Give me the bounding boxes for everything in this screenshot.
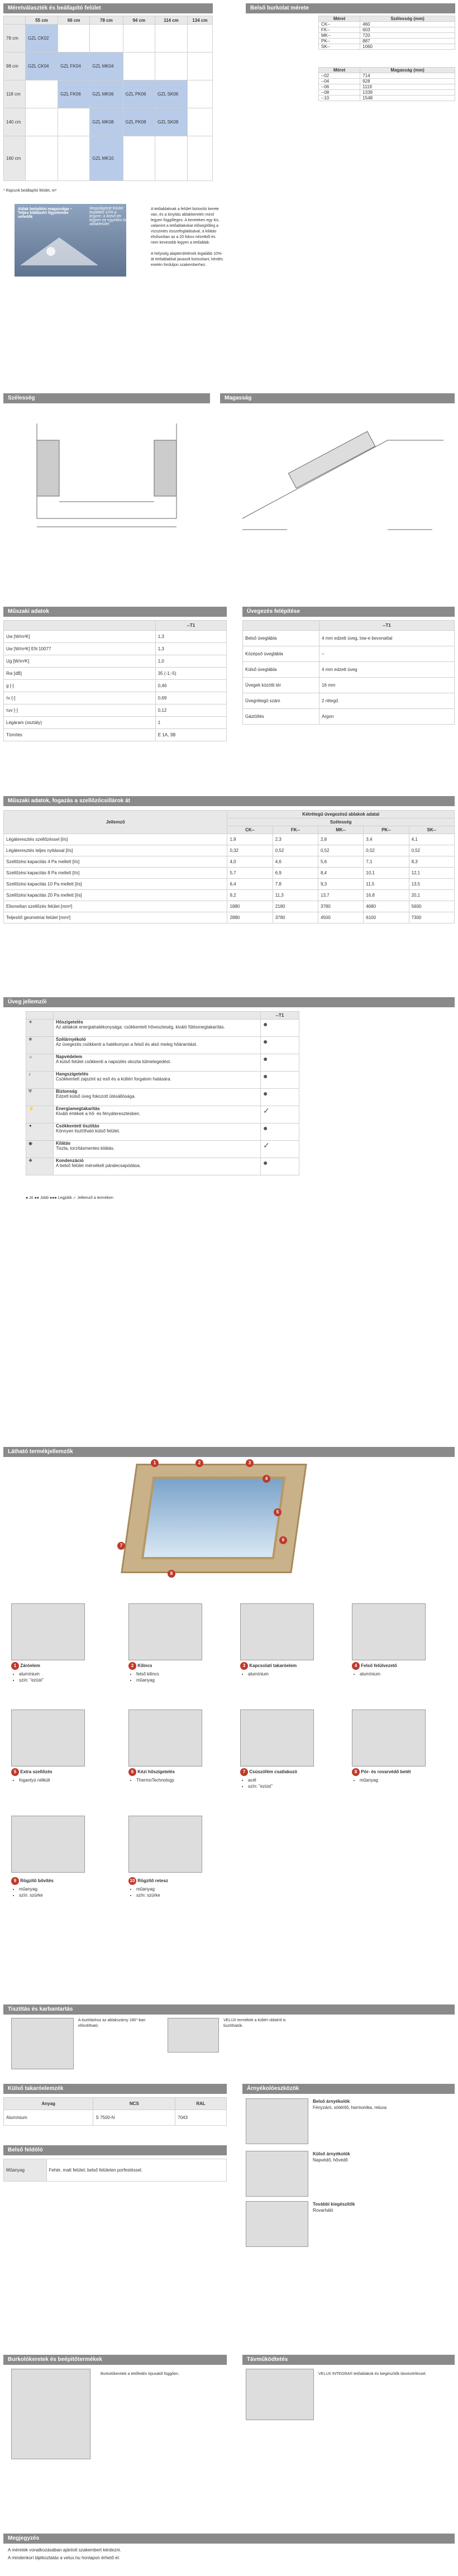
product-item-title: Felső felülvezető [361,1663,397,1668]
feature-desc: Kiváló értékek a hő- és fényáteresztésben. [56,1111,141,1116]
size-cell: GZL FK06 [58,80,90,108]
table-cell: MK-- [319,33,360,39]
product-photo [11,1603,85,1660]
size-row-header: 160 cm [4,136,26,181]
size-cell: GZL MK10 [90,136,123,181]
table-cell: 3,4 [364,834,409,845]
table-cell: Középső üveglábla [243,646,319,662]
product-photo [352,1603,426,1660]
product-item: 3 Kapcsolati takaróelem • alumínium [240,1662,341,1677]
table-cell: 3780 [318,901,364,912]
feature-mark: ✓ [261,1141,299,1158]
feature-name: Hőszigetelés [56,1020,83,1025]
table-cell: 1548 [360,96,455,101]
section-header-sizes: Méretválaszték és beállapító felület [3,3,213,13]
table-cell: Teljesítő geometriai felület [mm²] [4,912,227,923]
table-header: Szélesség (mm) [360,16,455,22]
table-cell: 4 mm edzett üveg [319,662,455,678]
table-header: Szélesség [227,818,455,826]
table-cell: S 7500-N [93,2110,175,2126]
size-cell: GZL CK04 [26,53,58,80]
table-cell: Belső üveglábla [243,631,319,646]
size-cell: GZL MK06 [90,80,123,108]
table-cell: 720 [360,33,455,39]
feature-name: Szélárnyékoló [56,1037,86,1042]
table-cell: Alumínium [4,2110,93,2126]
callout-6: 6 [279,1536,287,1544]
feature-mark: ● [261,1072,299,1089]
size-col-header: 78 cm [90,16,123,25]
table-cell: Légáteresztés szellőzéssel [l/s] [4,834,227,845]
section-header-remote: Távműködtetés [242,2355,455,2365]
table-cell: 20,1 [409,890,454,901]
shading-photo [246,2151,308,2197]
product-photo [128,1816,202,1873]
table-cell: Légáteresztés teljes nyitással [l/s] [4,845,227,856]
table-cell: 5600 [409,901,454,912]
table-cell: Szellőzési kapacitás 8 Pa mellett [l/s] [4,868,227,879]
table-cell: 3780 [273,912,318,923]
product-item-line: • alumínium [248,1671,341,1677]
section-header-clean: Tisztítás és karbantartás [3,2004,455,2015]
product-item-line: • műanyag [136,1886,229,1892]
product-item-title: Rögzítő retesz [137,1878,168,1883]
size-cell: GZL CK02 [26,25,58,53]
table-cell: --08 [319,90,360,96]
glass-table [242,620,455,725]
table-cell: τv [-] [4,692,156,704]
clean-text: A tisztításhoz az ablakszárny 180°-ban elfordítható. [78,2018,146,2028]
product-item-line: • felső kilincs [136,1671,229,1677]
note-text: A méretek vonatkozásában ajánlott szakembert kérdezni. [8,2548,121,2553]
exterior-table [318,16,455,50]
product-photo [11,1710,85,1766]
tech-table [3,620,227,741]
shading-desc: Fényzáró, sötétítő, harmonika, reluxa [313,2105,387,2110]
section-header-features: Üveg jellemzői [3,997,455,1007]
table-header: RAL [175,2098,227,2110]
product-item: 5 Extra szellőzés • fogantyú nélküli [11,1768,112,1783]
product-item-line: • alumínium [360,1671,452,1677]
table-cell: 4 mm edzett üveg, low-e bevonattal [319,631,455,646]
joint-text: Burkolókeretek a tetőfedés típusától függően. [101,2372,179,2376]
product-item: 10 Rögzítő retesz • műanyag • szín: szürke [128,1877,229,1898]
table-header: Méret [319,68,360,73]
table-cell: 6100 [364,912,409,923]
feature-icon: ⚡ [26,1106,54,1123]
callout-7: 7 [117,1542,125,1550]
shading-item [313,2201,452,2213]
product-item-line: • alumínium [19,1671,112,1677]
product-photo [128,1603,202,1660]
table-cell: 0,69 [155,692,226,704]
table-cell: Külső üveglábla [243,662,319,678]
table-cell: 0,32 [227,845,273,856]
table-header: --T1 [261,1012,299,1020]
table-cell: 1060 [360,44,455,50]
table-cell: 1,0 [155,655,226,668]
table-header: Anyag [4,2098,93,2110]
table-cell: 11,5 [364,879,409,890]
size-cell: GZL SK08 [155,108,188,136]
table-cell: g [-] [4,680,156,692]
feature-mark: ● [261,1123,299,1141]
body-paragraph: A tetőablaknak a felület biztosító kerete van, és a kinyitás ablakkeretén mind legyen függőleges. A kereteken egy kis, valamint a tetőablakokat elősegítőleg a vízszintes összefoglalásával, a kilátás elsősorban az a 20 fokos nézetből és nem kevesebb legyen a tetőablak. [151,207,220,245]
remote-text: VELUX INTEGRA® tetőablakok és kiegészítők távvezérléssel. [318,2372,427,2376]
table-header: Jellemző [4,811,227,834]
table-cell: 2880 [227,912,273,923]
size-row-header: 78 cm [4,25,26,53]
table-header: FK-- [273,826,318,834]
table-cell: 12,1 [409,868,454,879]
window-illustration [121,1464,307,1573]
product-photo [352,1710,426,1766]
size-col-header: 134 cm [187,16,212,25]
table-cell: 7043 [175,2110,227,2126]
section-header-width: Szélesség [3,393,210,403]
table-cell: 887 [360,39,455,44]
shading-photo [246,2201,308,2247]
table-header: PK-- [364,826,409,834]
table-cell: 6,4 [227,879,273,890]
table-cell: Elismeltan szellőzés felület [mm²] [4,901,227,912]
table-cell: 0,52 [409,845,454,856]
section-header-delivery: Külső takaróelemzék [3,2084,227,2094]
table-cell: 7,8 [273,879,318,890]
size-legend: * Rajzunk beállapító felület, m² [3,189,56,193]
table-cell: Gáztöltés [243,709,319,725]
shading-desc: Rovarháló [313,2208,333,2213]
size-cell: GZL FK04 [58,53,90,80]
size-row-header: 140 cm [4,108,26,136]
clean-photo [168,2018,219,2053]
table-header: MK-- [318,826,364,834]
size-col-header: 94 cm [123,16,155,25]
table-header: --T1 [155,621,226,631]
product-item-title: Kézi hőszigetelés [137,1769,175,1774]
delivery-table [3,2097,227,2126]
section-header-vent: Műszaki adatok, fogazás a szellőzőcsillárok át [3,796,455,806]
table-cell: 10,1 [364,868,409,879]
product-item-title: Pór- és rovarvédő betét [361,1769,411,1774]
table-cell: 11,3 [273,890,318,901]
feature-name: Energiamegtakarítás [56,1106,100,1111]
table-cell: 928 [360,79,455,84]
feature-mark: ● [261,1089,299,1106]
size-cell: GZL PK06 [123,80,155,108]
table-cell: 8,3 [409,856,454,868]
product-photo [240,1603,314,1660]
callout-8: 8 [168,1570,175,1578]
table-cell: 4,6 [273,856,318,868]
product-item-title: Kapcsolati takaróelem [249,1663,297,1668]
table-cell: 8,4 [318,868,364,879]
table-cell: – [319,646,455,662]
feature-name: Napvédelem [56,1054,83,1059]
table-cell: --10 [319,96,360,101]
shading-label: Külső árnyékolók [313,2151,350,2156]
table-cell: SK-- [319,44,360,50]
table-cell: Műanyag [4,2159,47,2182]
feature-icon: ❖ [26,1158,54,1175]
table-cell: 1880 [227,901,273,912]
section-header-products: Látható termékjellemzők [3,1447,455,1457]
table-cell: 603 [360,27,455,33]
product-item-title: Rögzítő bővítés [20,1878,54,1883]
remote-photo [246,2369,314,2420]
feature-icon: ✦ [26,1123,54,1141]
table-cell: 16,8 [364,890,409,901]
feature-desc: Az ablakok energiahatékonysága: csökkentett hőveszteség, kiváló fűtésmegtakarítás. [56,1025,225,1030]
table-cell: 460 [360,22,455,27]
feature-mark: ● [261,1158,299,1175]
table-header: --T1 [319,621,455,631]
table-cell: CK-- [319,22,360,27]
feature-desc: A külső felület csökkenti a napsütés okozta túlmelegedést. [56,1059,171,1064]
table-cell: PK-- [319,39,360,44]
table-cell: FK-- [319,27,360,33]
note-box-text: Ablak beépítési magassága – Teljes kilátásért figyelembe vehetők [18,207,73,219]
table-cell: Fehér, matt felület; belső felületen porfestéssel. [46,2159,226,2182]
callout-5: 5 [274,1508,282,1516]
exterior-table-height [318,67,455,101]
table-header: SK-- [409,826,454,834]
feature-icon: ♪ [26,1072,54,1089]
table-cell: 2,8 [318,834,364,845]
feature-name: Csökkentett tisztítás [56,1123,99,1129]
size-col-header: 66 cm [58,16,90,25]
product-photo [128,1710,202,1766]
height-diagram [220,407,455,563]
width-diagram [3,407,210,546]
table-header: Kétrétegű üvegezésű ablakok adatai [227,811,455,818]
table-header: CK-- [227,826,273,834]
product-item: 7 Csúszófém csatlakozó • acél • szín: "ezüst" [240,1768,341,1789]
feature-icon: ◉ [26,1141,54,1158]
table-cell: 13,7 [318,890,364,901]
table-cell: 7300 [409,912,454,923]
table-cell: Szellőzési kapacitás 4 Pa mellett [l/s] [4,856,227,868]
shading-item [313,2151,452,2163]
feature-mark: ● [261,1020,299,1037]
product-item: 9 Rögzítő bővítés • műanyag • szín: szürke [11,1877,112,1898]
table-cell: 2,3 [273,834,318,845]
size-grid [3,16,213,181]
feature-desc: Könnyen tisztítható külső felület. [56,1129,120,1134]
table-cell: 4500 [318,912,364,923]
table-cell: 9,2 [227,890,273,901]
table-header: Méret [319,16,360,22]
feature-mark: ● [261,1054,299,1072]
feature-mark: ● [261,1037,299,1054]
table-cell: --06 [319,84,360,90]
product-item-line: • acél [248,1777,341,1783]
feature-desc: A belső felület mérsékelt páralecsapódása. [56,1163,141,1168]
table-cell: 1119 [360,84,455,90]
table-cell: 0,46 [155,680,226,692]
product-item: 4 Felső felülvezető • alumínium [352,1662,452,1677]
table-cell: Rw [dB] [4,668,156,680]
product-item: 2 Kilincs • felső kilincs • műanyag [128,1662,229,1683]
shading-item [313,2098,452,2111]
clean-photo [11,2018,74,2069]
product-item-line: • műanyag [136,1677,229,1683]
table-cell: --04 [319,79,360,84]
callout-1: 1 [151,1459,159,1467]
section-header-joint: Burkolókeretek és beépítőtermékek [3,2355,227,2365]
table-cell: --02 [319,73,360,79]
table-cell: 5,6 [318,856,364,868]
product-photo [240,1710,314,1766]
section-header-note: Megjegyzés [3,2534,455,2544]
shading-label: Belső árnyékolók [313,2099,350,2104]
feature-mark: ✓ [261,1106,299,1123]
table-cell: E 1A, 3B [155,729,226,741]
table-cell: Tömítés [4,729,156,741]
table-cell: 5,7 [227,868,273,879]
product-item-title: Extra szellőzés [20,1769,53,1774]
table-cell: 1,3 [155,643,226,655]
features-table [26,1011,299,1175]
size-row-header: 98 cm [4,53,26,80]
section-header-inside: Belső feldóló [3,2145,227,2155]
product-item-line: • műanyag [360,1777,452,1783]
table-cell: 714 [360,73,455,79]
table-cell: 1 [155,717,226,729]
product-item-line: • szín: "ezüst" [19,1677,112,1683]
product-item-line: • műanyag [19,1886,112,1892]
table-cell: Ug [W/m²K] [4,655,156,668]
table-cell: Szellőzési kapacitás 20 Pa mellett [l/s] [4,890,227,901]
table-cell: 4680 [364,901,409,912]
vent-table [3,810,455,923]
feature-desc: Az üvegezés csökkenti a hatékonyan a felső és alsó meleg hőáramlást. [56,1042,198,1047]
feature-name: Hangszigetelés [56,1072,89,1077]
joint-photo [11,2369,90,2459]
size-row-header: 118 cm [4,80,26,108]
feature-name: Biztonság [56,1089,78,1094]
section-header-exterior: Belső burkolat mérete [246,3,455,13]
table-cell: Argon [319,709,455,725]
table-cell: 7,1 [364,856,409,868]
table-cell: 16 mm [319,678,455,693]
table-cell: Üvegrétegű szám [243,693,319,709]
table-cell: 4,1 [409,834,454,845]
product-photo [11,1816,85,1873]
table-header: Magasság (mm) [360,68,455,73]
size-col-header: 55 cm [26,16,58,25]
table-cell: 13,5 [409,879,454,890]
feature-desc: Csökkentett zajszint az eső és a kültéri forgalom hatására. [56,1077,171,1082]
table-cell: 2 rétegű [319,693,455,709]
table-cell: 9,3 [318,879,364,890]
shading-photo [246,2098,308,2144]
product-item-line: • szín: szürke [136,1892,229,1898]
table-cell: 0,12 [155,704,226,717]
body-paragraph-2: A helyiség alapterületének legalább 10%-át tetőablakkal javasolt biztosítani; kérdés esetén forduljon szakemberhez. [151,252,223,267]
product-item-title: Kilincs [137,1663,152,1668]
table-cell: Üvegek közötti tér [243,678,319,693]
table-cell: 1339 [360,90,455,96]
product-item-line: • ThermoTechnology [136,1777,229,1783]
feature-icon: ☀ [26,1020,54,1037]
table-cell: 4,0 [227,856,273,868]
table-cell: 6,9 [273,868,318,879]
product-item-line: • szín: szürke [19,1892,112,1898]
table-cell: Uw [W/m²K] EN 10077 [4,643,156,655]
product-item-line: • fogantyú nélküli [19,1777,112,1783]
product-item-title: Csúszófém csatlakozó [249,1769,298,1774]
section-header-glass: Üvegezés felépítése [242,607,455,617]
table-cell: 1,3 [155,631,226,643]
shading-label: További kiegészítők [313,2202,355,2207]
table-cell: Légáram (osztály) [4,717,156,729]
feature-icon: ☼ [26,1054,54,1072]
side-note: Megvilágított felület legalább 10%-a legyen; a belső tér legyen ne egyetlen kis ablakfelület [89,207,128,226]
note-text-2: A mindenkori tájékoztatás a velux.hu honlapon érhető el. [8,2555,120,2560]
callout-3: 3 [246,1459,254,1467]
feature-desc: Edzett külső üveg fokozott ütésállósága. [56,1094,136,1099]
table-cell: τuv [-] [4,704,156,717]
table-cell: 0,52 [318,845,364,856]
feature-name: Kondenzáció [56,1158,84,1163]
size-cell: GZL MK04 [90,53,123,80]
callout-4: 4 [263,1475,270,1483]
table-cell: 0,52 [273,845,318,856]
product-item: 6 Kézi hőszigetelés • ThermoTechnology [128,1768,229,1783]
inside-table [3,2159,227,2182]
product-item-line: • szín: "ezüst" [248,1783,341,1789]
size-cell: GZL MK08 [90,108,123,136]
features-legend: ● Jó ●● Jobb ●●● Legjobb ✓ Jellemző a terméken [26,1196,113,1200]
feature-desc: Tiszta, torzításmentes kilátás. [56,1146,115,1151]
feature-name: Kilátás [56,1141,71,1146]
callout-2: 2 [195,1459,203,1467]
shading-desc: Napvédő, hővédő [313,2158,348,2163]
product-item-title: Záróelem [20,1663,40,1668]
table-cell: 1,9 [227,834,273,845]
feature-icon: ⛨ [26,1089,54,1106]
table-header: NCS [93,2098,175,2110]
size-cell: GZL PK08 [123,108,155,136]
size-cell: GZL SK06 [155,80,188,108]
table-cell: Uw [W/m²K] [4,631,156,643]
product-item: 8 Pór- és rovarvédő betét • műanyag [352,1768,452,1783]
table-cell: 35 (-1;-5) [155,668,226,680]
clean-text-2: VELUX termékek a kültéri oldalról is tisztíthatók. [223,2018,286,2028]
table-cell: 0,52 [364,845,409,856]
section-header-tech: Műszaki adatok [3,607,227,617]
feature-icon: ❄ [26,1037,54,1054]
table-cell: 2180 [273,901,318,912]
table-cell: Szellőzési kapacitás 10 Pa mellett [l/s] [4,879,227,890]
size-col-header: 114 cm [155,16,188,25]
section-header-height: Magasság [220,393,455,403]
section-header-shading: Árnyékolóeszközök [242,2084,455,2094]
product-item: 1 Záróelem • alumínium • szín: "ezüst" [11,1662,112,1683]
